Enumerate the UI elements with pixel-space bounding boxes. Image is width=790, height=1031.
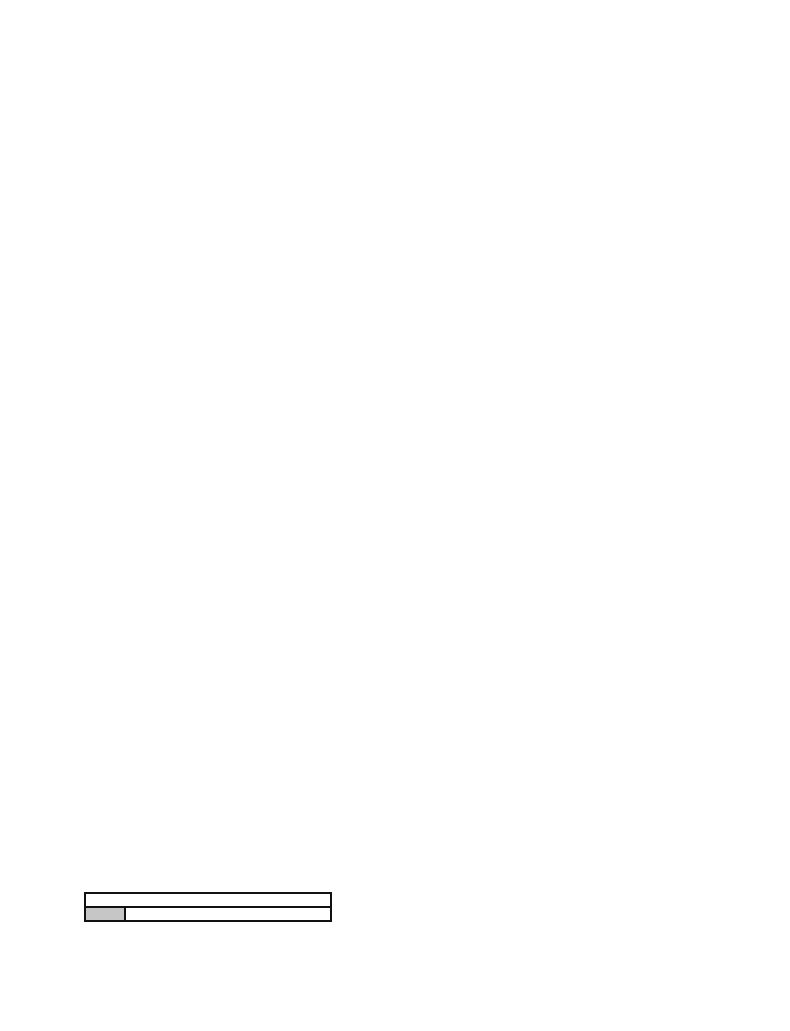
legend-title [85,893,331,907]
legend-swatch-forbidden [85,907,125,921]
legend-label-forbidden [125,907,331,921]
legend [84,892,332,922]
